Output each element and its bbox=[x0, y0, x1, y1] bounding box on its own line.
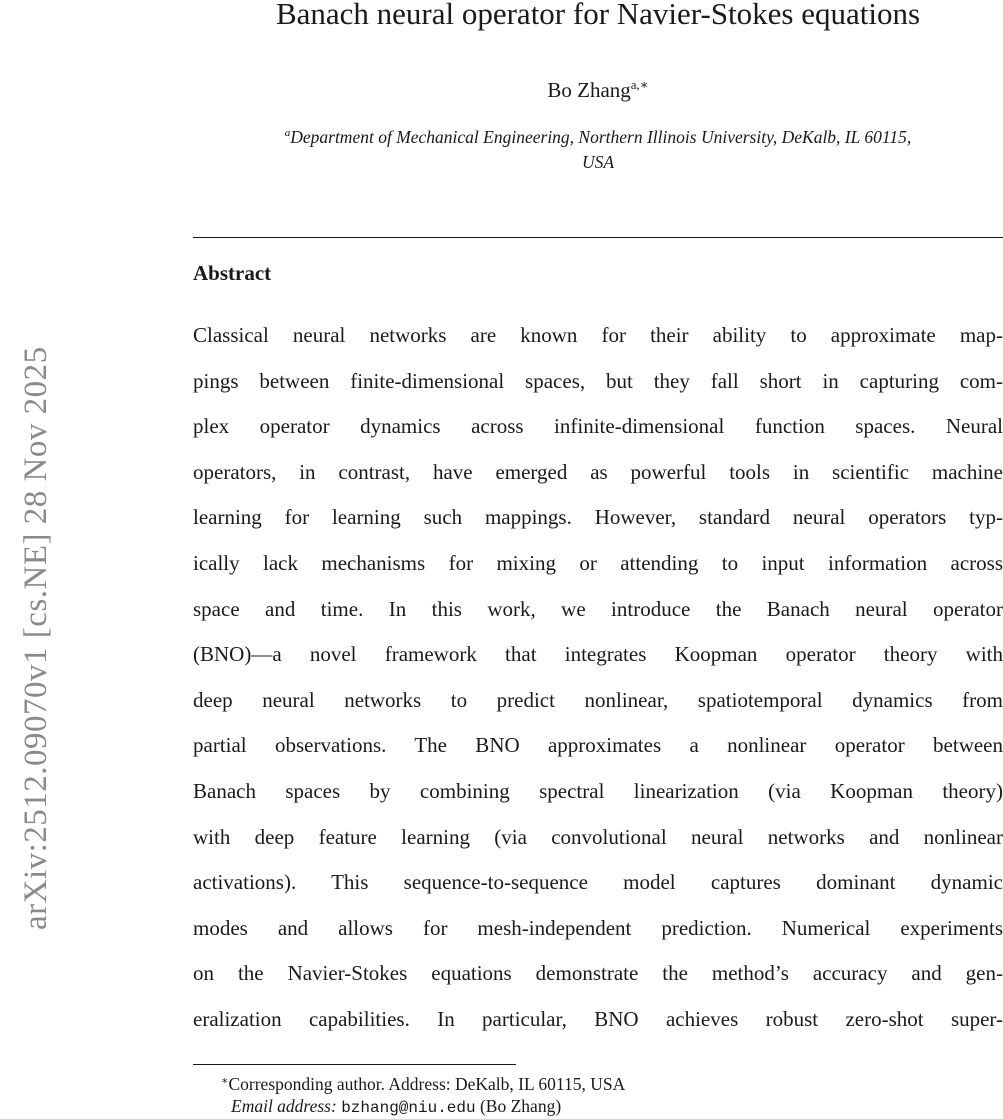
affiliation-text: Department of Mechanical Engineering, Northern Illinois University, DeKalb, IL 60115, bbox=[290, 127, 912, 147]
author-line bbox=[193, 72, 1003, 103]
abstract-line: learning for learning such mappings. However, standard neural operators typ- bbox=[193, 505, 1003, 530]
abstract-line: modes and allows for mesh-independent prediction. Numerical experiments bbox=[193, 915, 1003, 940]
email-address-link[interactable]: bzhang@niu.edu bbox=[341, 1099, 476, 1117]
affiliation-line-2: USA bbox=[581, 152, 615, 172]
footnote-corresponding-text: Corresponding author. Address: DeKalb, IL 60115, USA bbox=[228, 1074, 626, 1094]
abstract-line: ically lack mechanisms for mixing or attending to input information across bbox=[193, 550, 1003, 575]
footnote-email bbox=[193, 1095, 1003, 1119]
abstract-line: on the Navier-Stokes equations demonstrate the method’s accuracy and gen- bbox=[193, 961, 1003, 986]
paper-title: Banach neural operator for Navier-Stokes equations bbox=[275, 0, 921, 31]
abstract-body bbox=[193, 313, 1003, 1043]
abstract-line: eralization capabilities. In particular, BNO achieves robust zero-shot super- bbox=[193, 1006, 1003, 1031]
abstract-line: Banach spaces by combining spectral linearization (via Koopman theory) bbox=[193, 778, 1003, 803]
author-name: Bo Zhang bbox=[547, 78, 631, 102]
abstract-line: operators, in contrast, have emerged as powerful tools in scientific machine bbox=[193, 459, 1003, 484]
header-divider bbox=[193, 237, 1003, 238]
affiliation-mark: a bbox=[284, 127, 291, 139]
abstract-line: (BNO)—a novel framework that integrates Koopman operator theory with bbox=[193, 642, 1003, 667]
abstract-line: space and time. In this work, we introduce the Banach neural operator bbox=[193, 596, 1003, 621]
affiliation bbox=[193, 121, 1003, 175]
arxiv-identifier: arXiv:2512.09070v1 [cs.NE] 28 Nov 2025 bbox=[18, 346, 54, 930]
author-affiliation-marks: a,∗ bbox=[630, 77, 649, 92]
abstract-line: with deep feature learning (via convolutional neural networks and nonlinear bbox=[193, 824, 1003, 849]
abstract-line: deep neural networks to predict nonlinear, spatiotemporal dynamics from bbox=[193, 687, 1003, 712]
footnote-divider bbox=[193, 1064, 516, 1065]
abstract-line: Classical neural networks are known for their ability to approximate map- bbox=[193, 323, 1003, 347]
abstract-line: partial observations. The BNO approximates a nonlinear operator between bbox=[193, 733, 1003, 758]
abstract-line: activations). This sequence-to-sequence model captures dominant dynamic bbox=[193, 870, 1003, 895]
affiliation-line-1 bbox=[193, 121, 1003, 150]
email-label: Email address: bbox=[231, 1096, 337, 1116]
abstract-heading: Abstract bbox=[193, 261, 272, 285]
abstract-line: plex operator dynamics across infinite-dimensional function spaces. Neural bbox=[193, 414, 1003, 439]
abstract-line: pings between finite-dimensional spaces, but they fall short in capturing com- bbox=[193, 368, 1003, 393]
footnote-corresponding bbox=[193, 1070, 1003, 1095]
email-owner: (Bo Zhang) bbox=[479, 1096, 562, 1116]
footnote-mark: ∗ bbox=[221, 1075, 229, 1087]
